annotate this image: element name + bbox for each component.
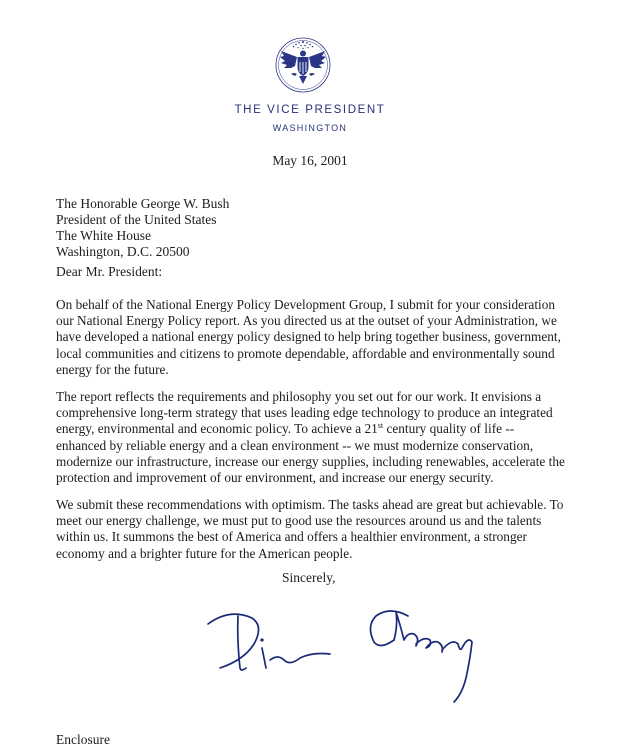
address-line: The Honorable George W. Bush xyxy=(56,196,230,211)
paragraph-1 xyxy=(56,297,596,378)
address-line: The White House xyxy=(56,228,151,243)
text-line: comprehensive long-term strategy that uses leading edge technology to produce an integrated xyxy=(56,405,553,421)
enclosure-note: Enclosure xyxy=(56,732,110,747)
text-line: our National Energy Policy report. As you directed us at the outset of your Administration, we xyxy=(56,313,557,329)
text-line xyxy=(56,421,596,437)
text-line: protection and improvement of our environment, and increase our energy security. xyxy=(56,470,494,486)
text-line: within us. It summons the best of America and offers a healthier environment, a stronger xyxy=(56,529,527,545)
signature-image xyxy=(200,596,490,708)
text-line: energy for the future. xyxy=(56,361,169,377)
text-line: meet our energy challenge, we must put to good use the resources around us and the talents xyxy=(56,513,542,529)
letterhead-city: WASHINGTON xyxy=(272,123,348,133)
letter-date: May 16, 2001 xyxy=(272,153,348,168)
text-line: enhanced by reliable energy and a clean environment -- we must modernize conservation, xyxy=(56,437,534,453)
seal-icon xyxy=(272,36,334,94)
closing: Sincerely, xyxy=(282,570,336,585)
address-line: President of the United States xyxy=(56,212,217,227)
text-line: economy and a brighter future for the American people. xyxy=(56,545,353,561)
letterhead-title: THE VICE PRESIDENT xyxy=(234,104,386,116)
text-segment: century quality of life -- xyxy=(383,421,515,437)
text-line: modernize our infrastructure, increase our energy supplies, including renewables, accelerate the xyxy=(56,453,565,469)
text-line: On behalf of the National Energy Policy Development Group, I submit for your consideration xyxy=(56,297,556,312)
text-line: The report reflects the requirements and philosophy you set out for our work. It envisions a xyxy=(56,389,542,404)
paragraph-3 xyxy=(56,497,596,562)
salutation: Dear Mr. President: xyxy=(56,264,163,279)
text-segment: energy, environmental and economic policy. To achieve a 21 xyxy=(56,421,378,437)
address-line: Washington, D.C. 20500 xyxy=(56,244,190,259)
text-line: have developed a national energy policy designed to help bring together business, government, xyxy=(56,329,561,345)
text-line: We submit these recommendations with optimism. The tasks ahead are great but achievable. To xyxy=(56,497,564,512)
paragraph-2 xyxy=(56,389,596,486)
recipient-address xyxy=(56,196,229,260)
ordinal-superscript: st xyxy=(377,421,384,431)
text-line: local communities and citizens to promote dependable, affordable and environmentally sound xyxy=(56,345,555,361)
